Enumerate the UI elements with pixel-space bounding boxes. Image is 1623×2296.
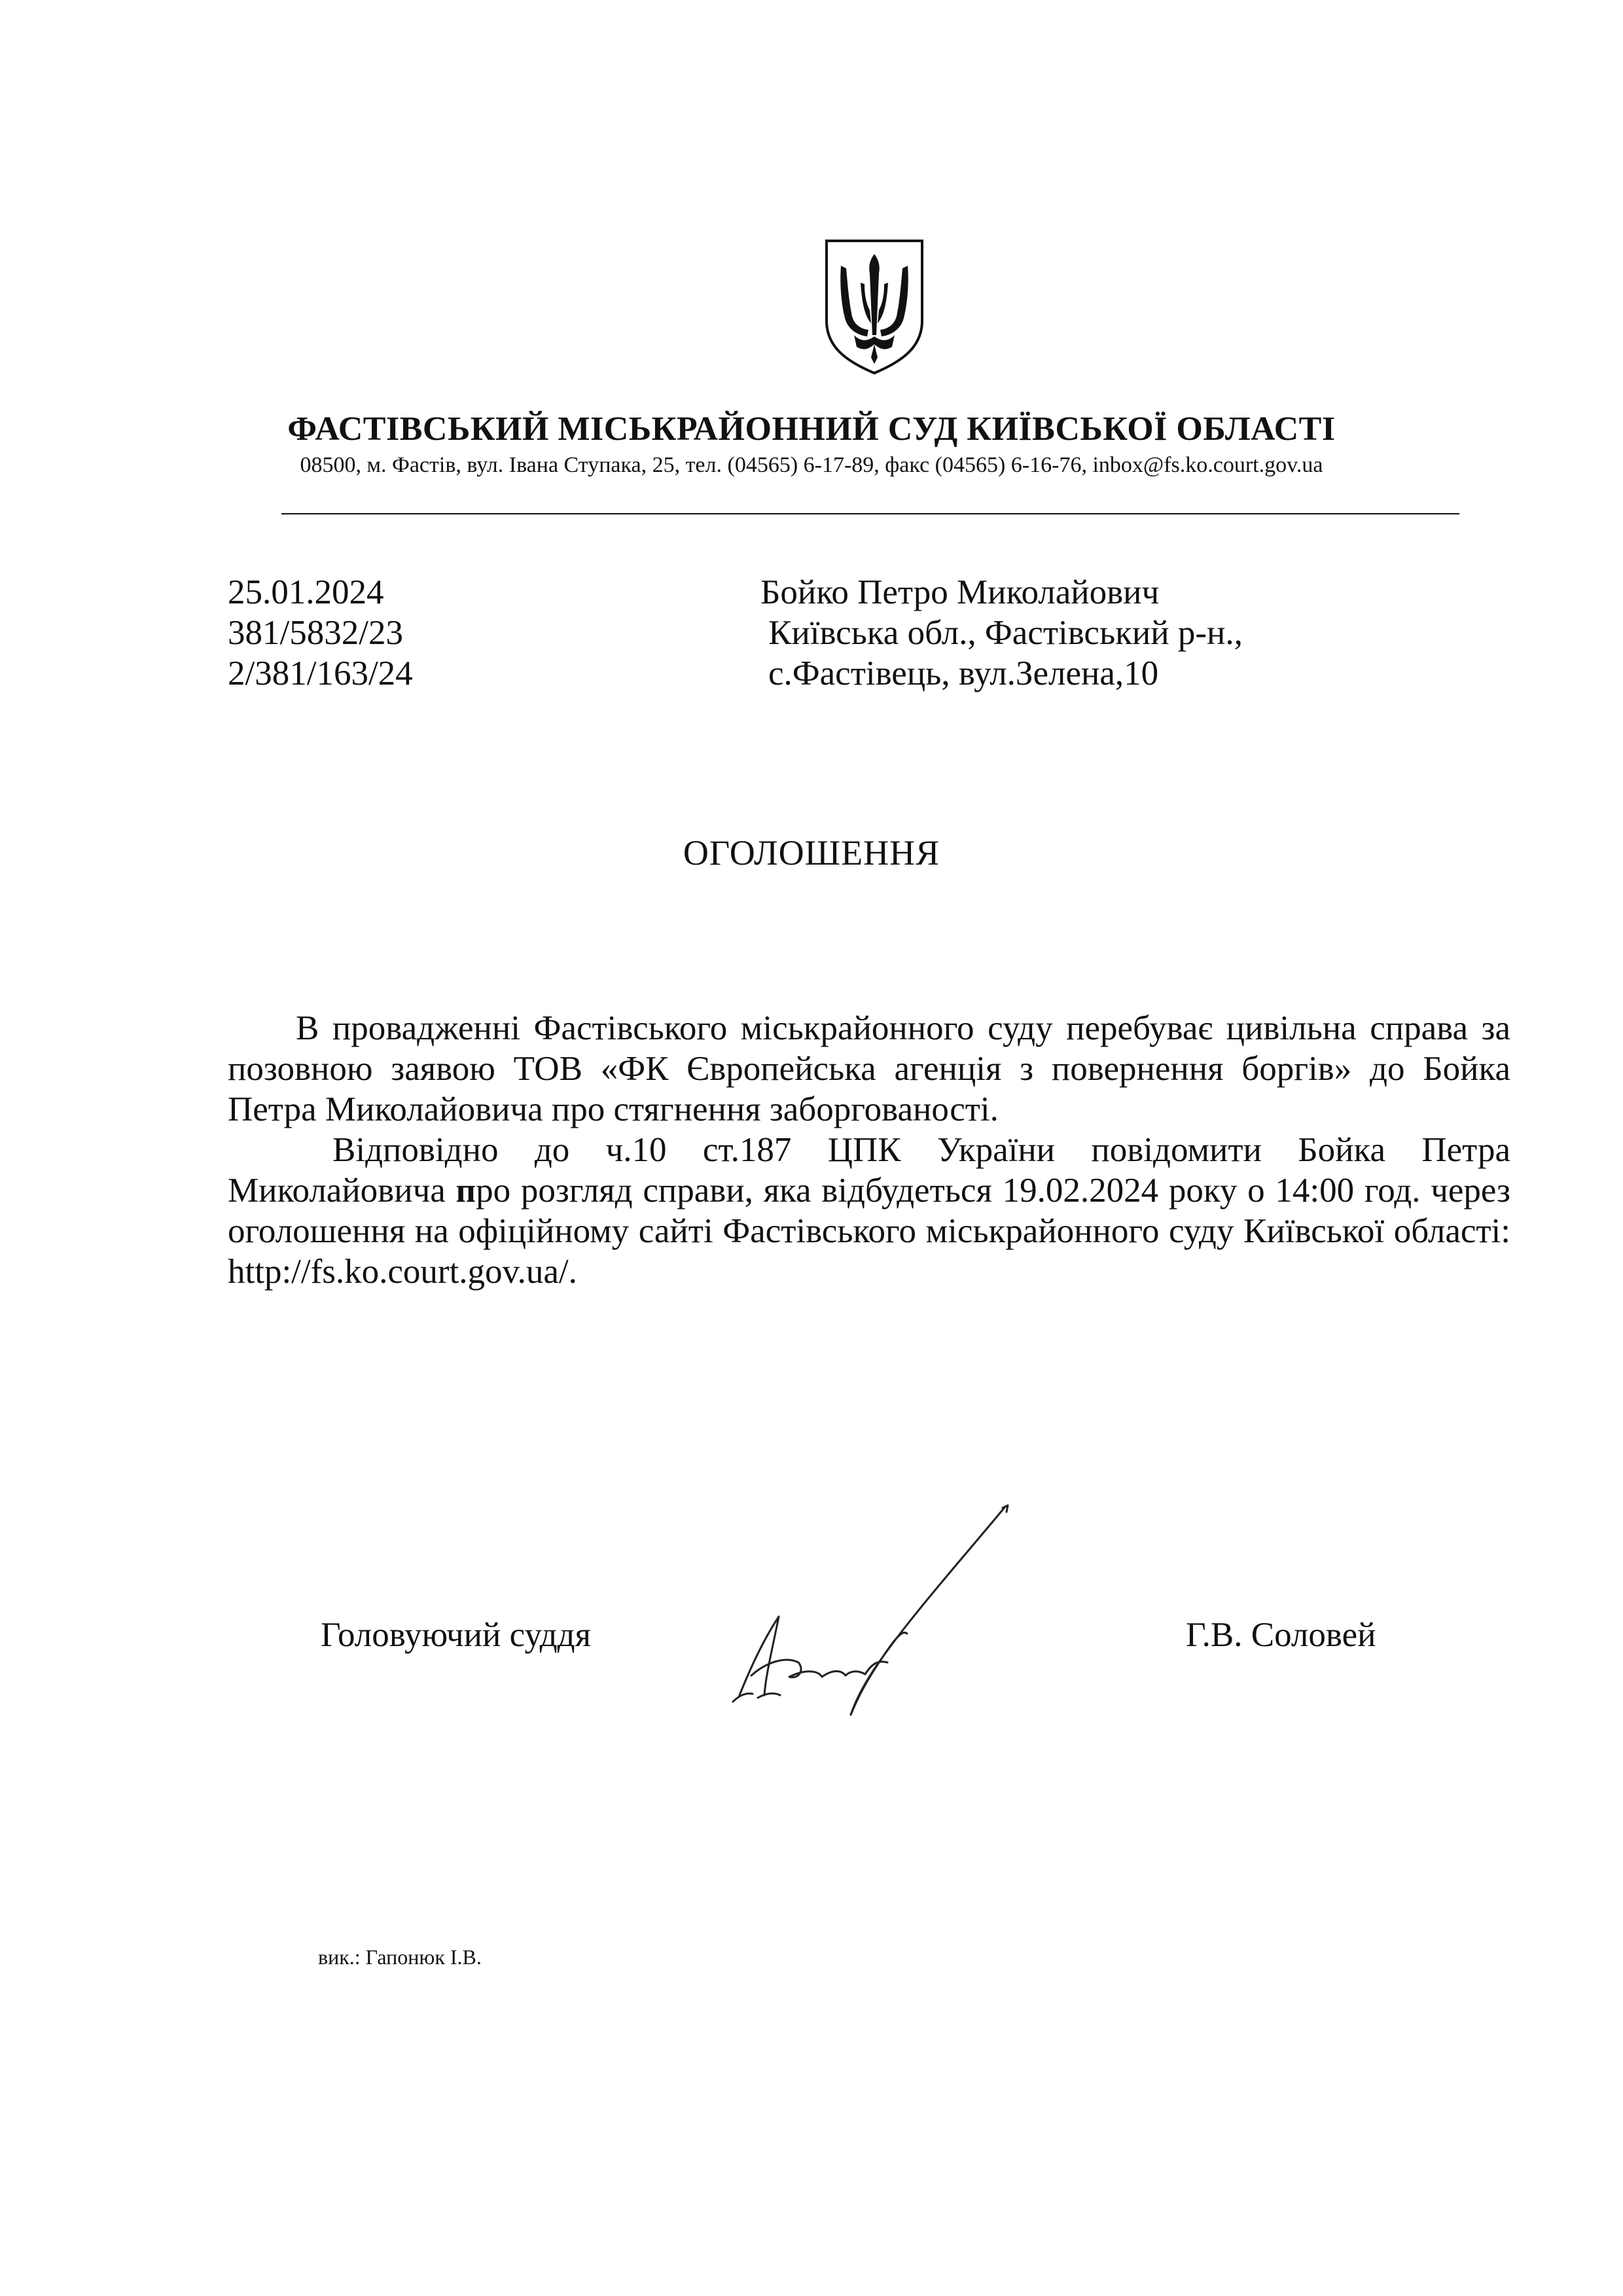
recipient-name: Бойко Петро Миколайович [760,573,1160,611]
recipient-block [760,572,1243,694]
case-number: 381/5832/23 [228,614,403,652]
body-paragraph-1: В провадженні Фастівського міськрайонного суду перебуває цивільна справа за позовною заявою ТОВ «ФК Європейська агенція з повернення боргів» до Бойка Петра Миколайовича про стягнення заборгованості. [228,1009,1510,1128]
court-address: 08500, м. Фастів, вул. Івана Ступака, 25, тел. (04565) 6-17-89, факс (04565) 6-16-76, inbox@fs.ko.court.gov.ua [300,453,1323,477]
recipient-address-line-2: с.Фастівець, вул.Зелена,10 [768,655,1159,692]
handwritten-signature-icon [694,1499,1034,1748]
body-paragraph-2-text-2: ро розгляд справи, яка відбудеться 19.02.2024 року о 14:00 год. через оголошення на офіційному сайті Фастівського міськрайонного суду Київської області: http://fs.ko.court.gov.ua/. [228,1172,1510,1291]
reference-number: 2/381/163/24 [228,655,413,692]
signature-position: Головуючий суддя [321,1616,591,1654]
court-name: ФАСТІВСЬКИЙ МІСЬКРАЙОННИЙ СУД КИЇВСЬКОЇ ОБЛАСТІ [287,410,1336,448]
document-date: 25.01.2024 [228,573,384,611]
header-divider [281,513,1459,514]
trident-coat-of-arms-icon [821,237,927,376]
body-paragraph-2-text-1: Відповідно до ч.10 ст.187 ЦПК України повідомити Бойка Петра Миколайовича [228,1131,1510,1210]
document-meta [228,572,413,694]
body-paragraph-2-bold: п [455,1172,476,1210]
document-title: ОГОЛОШЕННЯ [683,833,940,872]
body-paragraph-2 [228,1130,1510,1292]
judge-name: Г.В. Соловей [1186,1616,1376,1654]
recipient-address-line-1: Київська обл., Фастівський р-н., [768,614,1243,652]
executor-note: вик.: Гапонюк І.В. [318,1945,482,1969]
